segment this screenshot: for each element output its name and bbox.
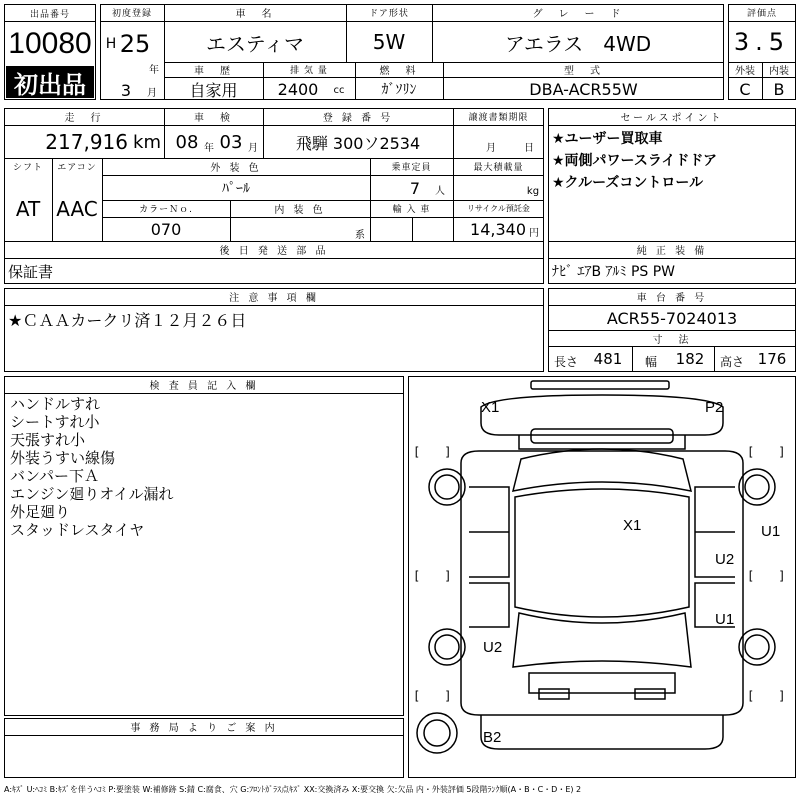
interior-label: 内装 [769,66,789,77]
legend: A:ｷｽﾞ U:ﾍｺﾐ B:ｷｽﾞを伴うﾍｺﾐ P:要塗装 W:補修跡 S:錆 C:腐食、穴 G:ﾌﾛﾝﾄｶﾞﾗｽ点ｷｽﾞ XX:交換済み X:要交換 欠:欠品 内・外装評価 5段階ﾗﾝｸ順(A・B・C・D・E) 2 [4,784,582,794]
grade-label: グ レ ー ド [532,9,624,20]
fuel: ｶﾞｿﾘﾝ [381,82,417,98]
score-label: 評価点 [746,9,777,19]
displacement-unit: cc [333,84,345,96]
inspector-note: シートすれ小 [10,413,100,431]
mileage-label: 走 行 [64,113,104,124]
inspector-label: 検 査 員 記 入 欄 [149,381,259,392]
fuel-label: 燃 料 [379,66,419,77]
inspection-year: 08 [175,131,199,153]
interior-grade: B [773,79,785,99]
damage-mark-right-rear: U1 [715,611,735,628]
inspection-month-unit: 月 [248,142,258,154]
recycle-fee: 14,340 [470,220,526,239]
transfer-month-unit: 月 [486,142,496,154]
recycle-unit: 円 [529,227,539,239]
capacity-unit: 人 [435,185,445,197]
plate-number: 飛騨 300ソ2534 [295,133,421,153]
sales-point: ★両側パワースライドドア [552,153,718,169]
model: DBA-ACR55W [529,79,638,99]
inspector-note: エンジン廻りオイル漏れ [10,485,174,503]
door-label: ドア形状 [369,9,409,19]
dims-label: 寸 法 [652,334,692,346]
inspector-note: 外足廻り [10,503,71,521]
ext-color: ﾊﾟｰﾙ [222,181,250,197]
notes-text: ★ＣＡＡカークリ済１２月２６日 [8,311,247,330]
inspector-note: バンパー下Ａ [10,467,99,485]
inspection-year-unit: 年 [204,142,214,154]
damage-mark-left-rear: U2 [483,639,503,656]
first-reg-label: 初度登録 [111,9,152,19]
inspector-note: ハンドルすれ [10,395,101,413]
reg-year: 25 [119,30,151,58]
recycle-label: リサイクル預託金 [467,204,530,213]
car-name-label: 車 名 [235,9,275,20]
exterior-grade: C [739,79,751,99]
damage-mark-hood: X1 [481,399,500,416]
damage-mark-bumper: P2 [705,399,724,416]
car-outline [409,377,795,777]
damage-mark-roof: X1 [623,517,642,534]
sales-points-list [552,128,717,194]
reg-month: 3 [120,80,132,100]
bracket: [ ] [747,569,786,583]
transfer-label: 譲渡書類期限 [468,113,529,123]
car-name: エスティマ [206,31,304,56]
month-unit: 月 [147,87,157,98]
later-parts: 保証書 [8,262,54,281]
int-color-label: 内 装 色 [274,205,326,216]
score: 3.5 [733,28,791,56]
inspection-label: 車 検 [194,113,233,124]
era: H [105,36,117,52]
max-load-unit: kg [526,185,540,197]
first-listing-badge: 初出品 [6,66,94,98]
ac: AAC [56,196,98,221]
bracket: [ ] [413,445,452,459]
inspector-notes [10,395,174,539]
equipment-value: ﾅﾋﾞ ｴｱB ｱﾙﾐ PS PW [552,264,676,280]
displacement: 2400 [277,79,319,99]
inspector-note: 外装うすい線傷 [10,449,116,467]
office-label: 事 務 局 よ り ご 案 内 [130,723,278,734]
shift: AT [15,196,41,221]
history-label: 車 歴 [194,66,233,77]
mileage-unit: km [133,131,161,153]
chassis-number: ACR55-7024013 [606,308,738,328]
capacity: 7 [409,178,421,198]
mileage: 217,916 [45,130,128,154]
color-no: 070 [150,220,182,239]
color-no-label: カラーＮｏ. [139,205,193,215]
transfer-day-unit: 日 [524,142,534,154]
length-label: 長さ [553,354,578,369]
damage-mark-right-door: U2 [715,551,735,568]
bracket: [ ] [413,569,452,583]
height: 176 [757,350,787,368]
equipment-label: 純 正 装 備 [636,246,708,257]
inspector-note: スタッドレスタイヤ [10,521,145,539]
chassis-label: 車 台 番 号 [636,293,708,304]
sales-point: ★クルーズコントロール [552,175,704,191]
grade: アエラス 4WD [504,31,652,56]
lot-number: 10080 [8,27,92,60]
sales-points-label: セールスポイント [620,113,724,124]
plate-label: 登 録 番 号 [322,113,394,124]
height-label: 高さ [719,354,744,369]
lot-number-label: 出品番号 [29,9,70,20]
bracket: [ ] [747,445,786,459]
later-parts-label: 後 日 発 送 部 品 [219,246,329,257]
int-color-unit: 系 [355,229,365,240]
damage-mark-right-front: U1 [761,523,781,540]
car-diagram [408,376,796,778]
inspector-note: 天張すれ小 [10,431,86,449]
width: 182 [675,350,705,368]
model-label: 型 式 [564,66,603,77]
shift-label: シフト [12,163,43,173]
sales-point: ★ユーザー買取車 [552,131,663,147]
year-unit: 年 [149,64,159,76]
history: 自家用 [189,80,238,100]
bracket: [ ] [413,689,452,703]
import-label: 輸 入 車 [392,205,431,215]
ext-color-label: 外 装 色 [210,163,262,174]
max-load-label: 最大積載量 [473,163,524,173]
bracket: [ ] [747,689,786,703]
notes-label: 注 意 事 項 欄 [229,293,319,304]
length: 481 [593,350,623,368]
door-type: 5W [372,30,406,54]
width-label: 幅 [644,354,657,369]
inspection-month: 03 [219,131,243,153]
exterior-label: 外装 [735,66,755,77]
damage-mark-rear-bumper: B2 [483,729,502,746]
capacity-label: 乗車定員 [391,163,432,173]
ac-label: エアコン [57,163,97,173]
displacement-label: 排 気 量 [290,66,328,76]
